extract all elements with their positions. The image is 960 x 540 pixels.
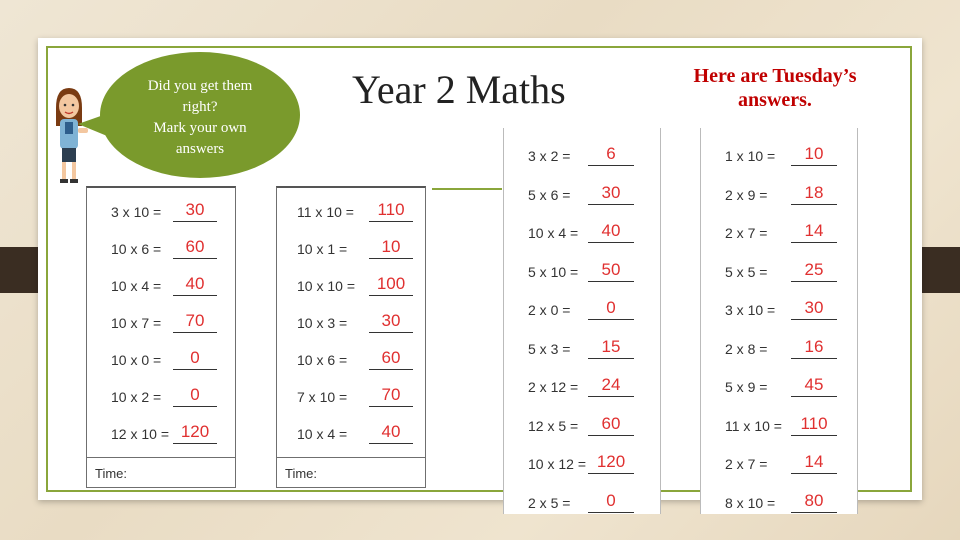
equation-row [725, 414, 837, 436]
equation-row [528, 260, 634, 282]
equation-question: 8 x 10 = [725, 494, 776, 511]
handwritten-answer: 24 [601, 375, 621, 394]
handwritten-answer: 70 [185, 311, 205, 330]
answer-blank [791, 377, 837, 397]
handwritten-answer: 120 [180, 422, 210, 441]
answer-blank [588, 146, 634, 166]
frame-divider [432, 188, 502, 190]
handwritten-answer: 30 [185, 200, 205, 219]
equation-question: 2 x 9 = [725, 186, 768, 203]
answer-blank [791, 413, 837, 436]
equation-row [297, 274, 413, 296]
equation-question: 2 x 8 = [725, 340, 768, 357]
answer-blank [369, 424, 413, 444]
equation-row [111, 200, 217, 222]
handwritten-answer: 6 [606, 144, 616, 163]
handwritten-answer: 60 [185, 237, 205, 256]
equation-row [725, 452, 837, 474]
handwritten-answer: 50 [601, 259, 621, 279]
handwritten-answer: 80 [804, 490, 824, 510]
answer-blank [173, 313, 217, 333]
bubble-line-1: Did you get them [147, 78, 253, 94]
handwritten-answer: 14 [804, 452, 824, 471]
handwritten-answer: 110 [377, 200, 405, 219]
answer-blank [588, 259, 634, 282]
answer-blank [369, 239, 413, 259]
equation-question: 2 x 12 = [528, 379, 579, 395]
equation-row [528, 144, 634, 166]
handwritten-answer: 30 [381, 311, 401, 330]
handwritten-answer: 15 [601, 336, 621, 356]
equation-question: 11 x 10 = [297, 204, 354, 220]
equation-row [111, 422, 217, 444]
equation-row [528, 298, 634, 320]
equation-question: 10 x 4 = [297, 426, 348, 442]
handwritten-answer: 0 [606, 298, 616, 317]
equation-question: 10 x 6 = [111, 241, 162, 257]
equation-row [111, 385, 217, 407]
answer-blank [791, 300, 837, 320]
answer-blank [588, 377, 634, 397]
handwritten-answer: 10 [381, 237, 401, 256]
equation-question: 5 x 6 = [528, 186, 571, 203]
handwritten-answer: 0 [190, 385, 200, 404]
handwritten-answer: 14 [804, 221, 824, 240]
handwritten-answer: 30 [601, 182, 621, 202]
answer-blank [791, 146, 837, 166]
equation-row [528, 491, 634, 513]
handwritten-answer: 45 [804, 375, 824, 394]
answer-blank [173, 424, 217, 444]
bubble-line-4: answers [175, 141, 225, 157]
answer-blank [588, 300, 634, 320]
equation-row [528, 414, 634, 436]
equation-row [725, 144, 837, 166]
answer-blank [369, 202, 413, 222]
equation-row [528, 221, 634, 243]
equation-question: 10 x 10 = [297, 278, 355, 294]
equation-row [297, 422, 413, 444]
equation-question: 10 x 4 = [111, 278, 162, 294]
answer-blank [791, 454, 837, 474]
answer-blank [791, 182, 837, 205]
handwritten-answer: 60 [601, 413, 621, 433]
answer-blank [588, 336, 634, 359]
handwritten-answer: 25 [804, 259, 824, 279]
equation-question: 5 x 3 = [528, 340, 571, 357]
equation-question: 10 x 2 = [111, 389, 162, 405]
answer-blank [369, 313, 413, 333]
worksheet-4 [700, 128, 858, 514]
equation-question: 10 x 4 = [528, 225, 579, 241]
equation-question: 12 x 10 = [111, 426, 169, 442]
equation-question: 2 x 7 = [725, 225, 768, 241]
answer-blank [173, 387, 217, 407]
equation-row [297, 237, 413, 259]
bubble-line-3: Mark your own [153, 120, 247, 136]
equation-row [111, 311, 217, 333]
handwritten-answer: 40 [601, 221, 621, 240]
worksheet-1 [86, 186, 236, 488]
answer-blank [369, 387, 413, 407]
handwritten-answer: 60 [381, 348, 401, 367]
equation-row [725, 183, 837, 205]
handwritten-answer: 16 [804, 336, 824, 356]
speech-bubble-tail [78, 112, 112, 138]
answer-blank [791, 223, 837, 243]
handwritten-answer: 18 [804, 182, 824, 202]
equation-row [111, 348, 217, 370]
equation-question: 11 x 10 = [725, 417, 782, 434]
answer-blank [791, 490, 837, 513]
handwritten-answer: 10 [804, 144, 824, 163]
answer-blank [791, 259, 837, 282]
answer-blank [791, 336, 837, 359]
answer-blank [588, 223, 634, 243]
equation-question: 10 x 6 = [297, 352, 348, 368]
equation-row [725, 298, 837, 320]
bubble-line-2: right? [182, 99, 218, 115]
equation-question: 10 x 7 = [111, 315, 162, 331]
equation-question: 5 x 10 = [528, 263, 579, 280]
handwritten-answer: 30 [804, 298, 824, 317]
equation-question: 3 x 10 = [111, 204, 162, 220]
handwritten-answer: 70 [381, 385, 401, 404]
equation-question: 5 x 9 = [725, 379, 768, 395]
equation-row [725, 260, 837, 282]
handwritten-answer: 110 [800, 413, 828, 433]
handwritten-answer: 120 [596, 452, 626, 471]
answer-blank [588, 182, 634, 205]
equation-row [297, 348, 413, 370]
equation-row [725, 375, 837, 397]
answer-blank [369, 276, 413, 296]
handwritten-answer: 100 [376, 274, 406, 293]
handwritten-answer: 40 [381, 422, 401, 441]
equation-question: 3 x 10 = [725, 302, 776, 318]
handwritten-answer: 0 [190, 348, 200, 367]
answer-blank [588, 490, 634, 513]
equation-question: 2 x 0 = [528, 302, 571, 318]
answer-blank [173, 350, 217, 370]
handwritten-answer: 40 [185, 274, 205, 293]
equation-question: 10 x 12 = [528, 456, 586, 472]
equation-row [528, 337, 634, 359]
equation-question: 7 x 10 = [297, 389, 348, 405]
equation-question: 10 x 3 = [297, 315, 348, 331]
equation-question: 10 x 1 = [297, 241, 348, 257]
equation-row [297, 311, 413, 333]
page-title: Year 2 Maths [352, 67, 566, 112]
equation-row [528, 183, 634, 205]
equation-question: 2 x 5 = [528, 494, 571, 511]
equation-question: 3 x 2 = [528, 148, 571, 164]
worksheet-3 [503, 128, 661, 514]
handwritten-answer: 0 [606, 490, 616, 510]
equation-question: 10 x 0 = [111, 352, 162, 368]
page-subtitle: Here are Tuesday’s answers. [693, 65, 857, 111]
answer-blank [588, 454, 634, 474]
answer-blank [588, 413, 634, 436]
equation-question: 1 x 10 = [725, 148, 776, 164]
answer-blank [173, 239, 217, 259]
equation-question: 2 x 7 = [725, 456, 768, 472]
time-label: Time: [87, 457, 235, 487]
equation-row [111, 274, 217, 296]
equation-row [528, 375, 634, 397]
equation-row [725, 491, 837, 513]
worksheet-2 [276, 186, 426, 488]
equation-row [111, 237, 217, 259]
speech-bubble-text [112, 76, 288, 160]
equation-question: 5 x 5 = [725, 263, 768, 280]
equation-row [725, 221, 837, 243]
answer-blank [173, 202, 217, 222]
time-label: Time: [277, 457, 425, 487]
equation-row [297, 200, 413, 222]
equation-row [297, 385, 413, 407]
answer-blank [173, 276, 217, 296]
equation-row [725, 337, 837, 359]
equation-question: 12 x 5 = [528, 417, 579, 434]
answer-blank [369, 350, 413, 370]
equation-row [528, 452, 634, 474]
